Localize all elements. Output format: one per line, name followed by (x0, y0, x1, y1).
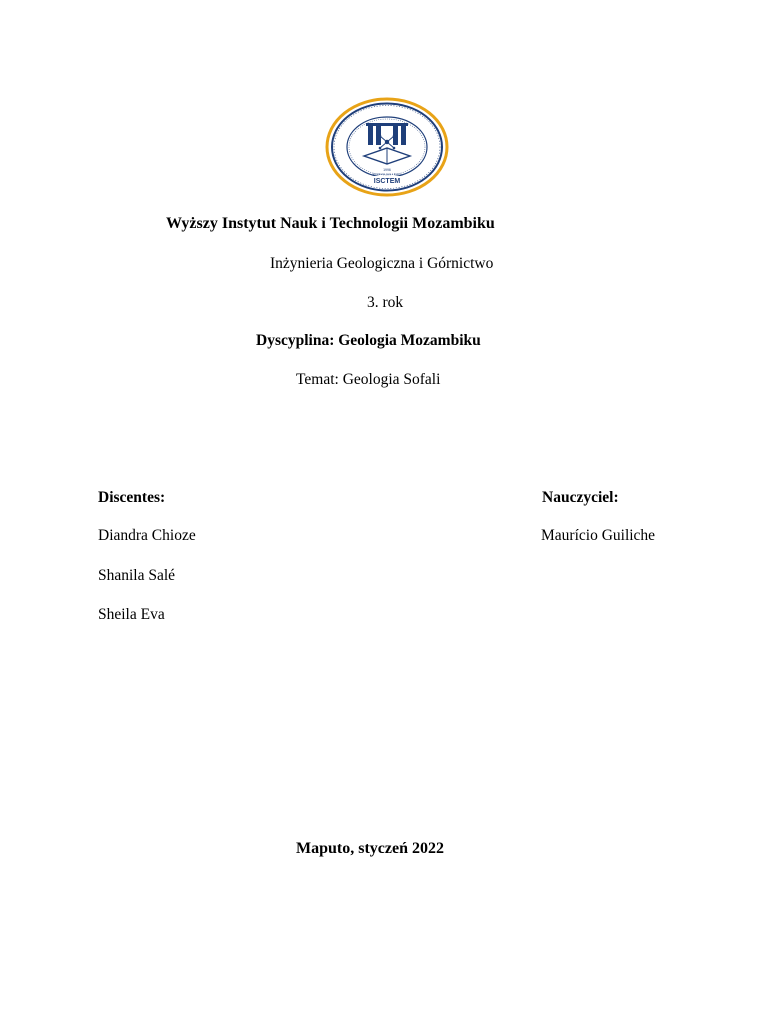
study-year: 3. rok (367, 294, 404, 311)
discipline: Dyscyplina: Geologia Mozambiku (256, 332, 481, 349)
topic: Temat: Geologia Sofali (296, 371, 441, 388)
place-date: Maputo, styczeń 2022 (296, 840, 444, 857)
student-name: Sheila Eva (98, 606, 165, 623)
teacher-heading: Nauczyciel: (542, 489, 619, 506)
students-heading: Discentes: (98, 489, 166, 506)
seal-acronym: ISCTEM (373, 178, 401, 185)
seal-motto: Excelência para o Futuro (372, 173, 402, 176)
institution-seal-icon (324, 96, 450, 198)
teacher-name: Maurício Guiliche (541, 527, 656, 544)
seal-year: 1996 (383, 168, 391, 172)
student-name: Diandra Chioze (98, 527, 196, 544)
course-name: Inżynieria Geologiczna i Górnictwo (270, 255, 494, 272)
student-name: Shanila Salé (98, 567, 176, 584)
institution-name: Wyższy Instytut Nauk i Technologii Mozambiku (166, 215, 495, 232)
